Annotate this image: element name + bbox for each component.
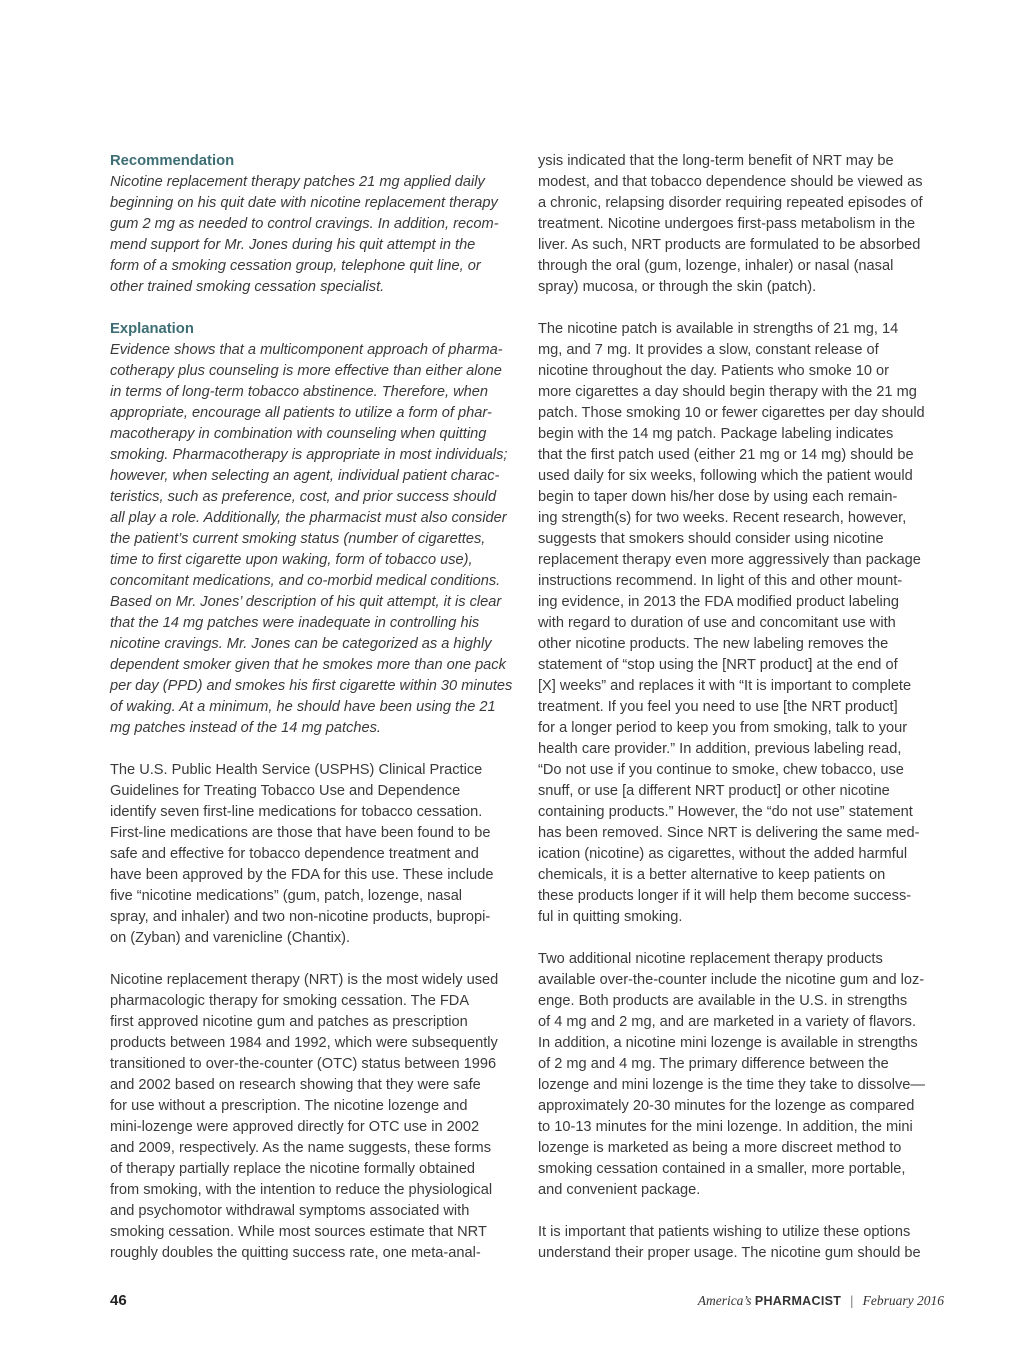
nicotine-patch-paragraph: The nicotine patch is available in strengths of 21 mg, 14 mg, and 7 mg. It provides a slow, constant release of nicotine throughout the day. Patients who smoke 10 or more cigarettes a day should begin therapy with the 21 mg patch. Those smoking 10 or fewer cigarettes per day should begin with the 14 mg patch. Package labeling indicates that the first patch used (either 21 mg or 14 mg) should be used daily for six weeks, following which the patient would begin to taper down his/her dose by using each remain- ing strength(s) for two weeks. Recent research, however, suggests that smokers should consider using nicotine replacement therapy even more aggressively than package instructions recommend. In light of this and other mount- ing evidence, in 2013 the FDA modified product labeling with regard to duration of use and concomitant use with other nicotine products. The new labeling removes the statement of “stop using the [NRT product] at the end of [X] weeks” and replaces it with “It is important to complete treatment. If you feel you need to use [the NRT product] for a longer period to keep you from smoking, talk to your health care provider.” In addition, previous labeling read, “Do not use if you continue to smoke, chew tobacco, use snuff, or use [a different NRT product] or other nicotine containing products.” However, the “do not use” statement has been removed. Since NRT is delivering the same med- ication (nicotine) as cigarettes, without the added harmful chemicals, it is a better alternative to keep patients on these products longer if it will help them become success- ful in quitting smoking. [538,321,925,925]
explanation-text: Evidence shows that a multicomponent approach of pharma- cotherapy plus counseling is more effective than either alone in terms of long-term tobacco abstinence. Therefore, when appropriate, encourage all patients to utilize a form of phar- macotherapy in combination with counseling when quitting smoking. Pharmacotherapy is appropriate in most individuals; however, when selecting an agent, individual patient charac- teristics, such as preference, cost, and prior success should all play a role. Additionally, the pharmacist must also consider the patient’s current smoking status (number of cigarettes, time to first cigarette upon waking, form of tobacco use), concomitant medications, and co-morbid medical conditions. Based on Mr. Jones’ description of his quit attempt, it is clear that the 14 mg patches were inadequate in controlling his nicotine cravings. Mr. Jones can be categorized as a highly dependent smoker given that he smokes more than one pack per day (PPD) and smokes his first cigarette within 30 minutes of waking. At a minimum, he should have been using the 21 mg patches instead of the 14 mg patches. [110,342,513,736]
magazine-prefix: America’s [697,1293,752,1308]
magazine-name: PHARMACIST [754,1294,842,1308]
issue-date: February 2016 [862,1293,944,1308]
meta-analysis-paragraph: ysis indicated that the long-term benefit of NRT may be modest, and that tobacco dependence should be viewed as a chronic, relapsing disorder requiring repeated episodes of treatment. Nicotine undergoes first-pass metabolism in the liver. As such, NRT products are formulated to be absorbed through the oral (gum, lozenge, inhaler) or nasal (nasal spray) mucosa, or through the skin (patch). [538,153,923,295]
footer-separator: | [850,1293,854,1308]
usphs-paragraph: The U.S. Public Health Service (USPHS) Clinical Practice Guidelines for Treating Tobacco Use and Dependence identify seven first-line medications for tobacco cessation. First-line medications are those that have been found to be safe and effective for tobacco dependence treatment and have been approved by the FDA for this use. These include five “nicotine medications” (gum, patch, lozenge, nasal spray, and inhaler) and two non-nicotine products, bupropi- on (Zyban) and varenicline (Chantix). [110,762,494,946]
recommendation-heading: Recommendation [110,153,235,169]
usage-paragraph: It is important that patients wishing to utilize these options understand their proper usage. The nicotine gum should be [538,1224,921,1261]
nrt-paragraph: Nicotine replacement therapy (NRT) is the most widely used pharmacologic therapy for smoking cessation. The FDA first approved nicotine gum and patches as prescription products between 1984 and 1992, which were subsequently transitioned to over-the-counter (OTC) status between 1996 and 2002 based on research showing that they were safe for use without a prescription. The nicotine lozenge and mini-lozenge were approved directly for OTC use in 2002 and 2009, respectively. As the name suggests, these forms of therapy partially replace the nicotine formally obtained from smoking, with the intention to reduce the physiological and psychomotor withdrawal symptoms associated with smoking cessation. While most sources estimate that NRT roughly doubles the quitting success rate, one meta-anal- [110,972,499,1261]
recommendation-text: Nicotine replacement therapy patches 21 mg applied daily beginning on his quit date with nicotine replacement therapy gum 2 mg as needed to control cravings. In addition, recom- mend support for Mr. Jones during his quit attempt in the form of a smoking cessation group, telephone quit line, or other trained smoking cessation specialist. [110,174,499,295]
page-number: 46 [110,1292,127,1309]
footer-masthead [698,1293,944,1309]
gum-lozenge-paragraph: Two additional nicotine replacement therapy products available over-the-counter include the nicotine gum and loz- enge. Both products are available in the U.S. in strengths of 4 mg and 2 mg, and are marketed in a variety of flavors. In addition, a nicotine mini lozenge is available in strengths of 2 mg and 4 mg. The primary difference between the lozenge and mini lozenge is the time they take to dissolve— approximately 20-30 minutes for the lozenge as compared to 10-13 minutes for the mini lozenge. In addition, the mini lozenge is marketed as being a more discreet method to smoking cessation contained in a smaller, more portable, and convenient package. [538,951,925,1198]
right-column [538,151,946,1264]
explanation-heading: Explanation [110,321,194,337]
left-column [110,151,520,1264]
